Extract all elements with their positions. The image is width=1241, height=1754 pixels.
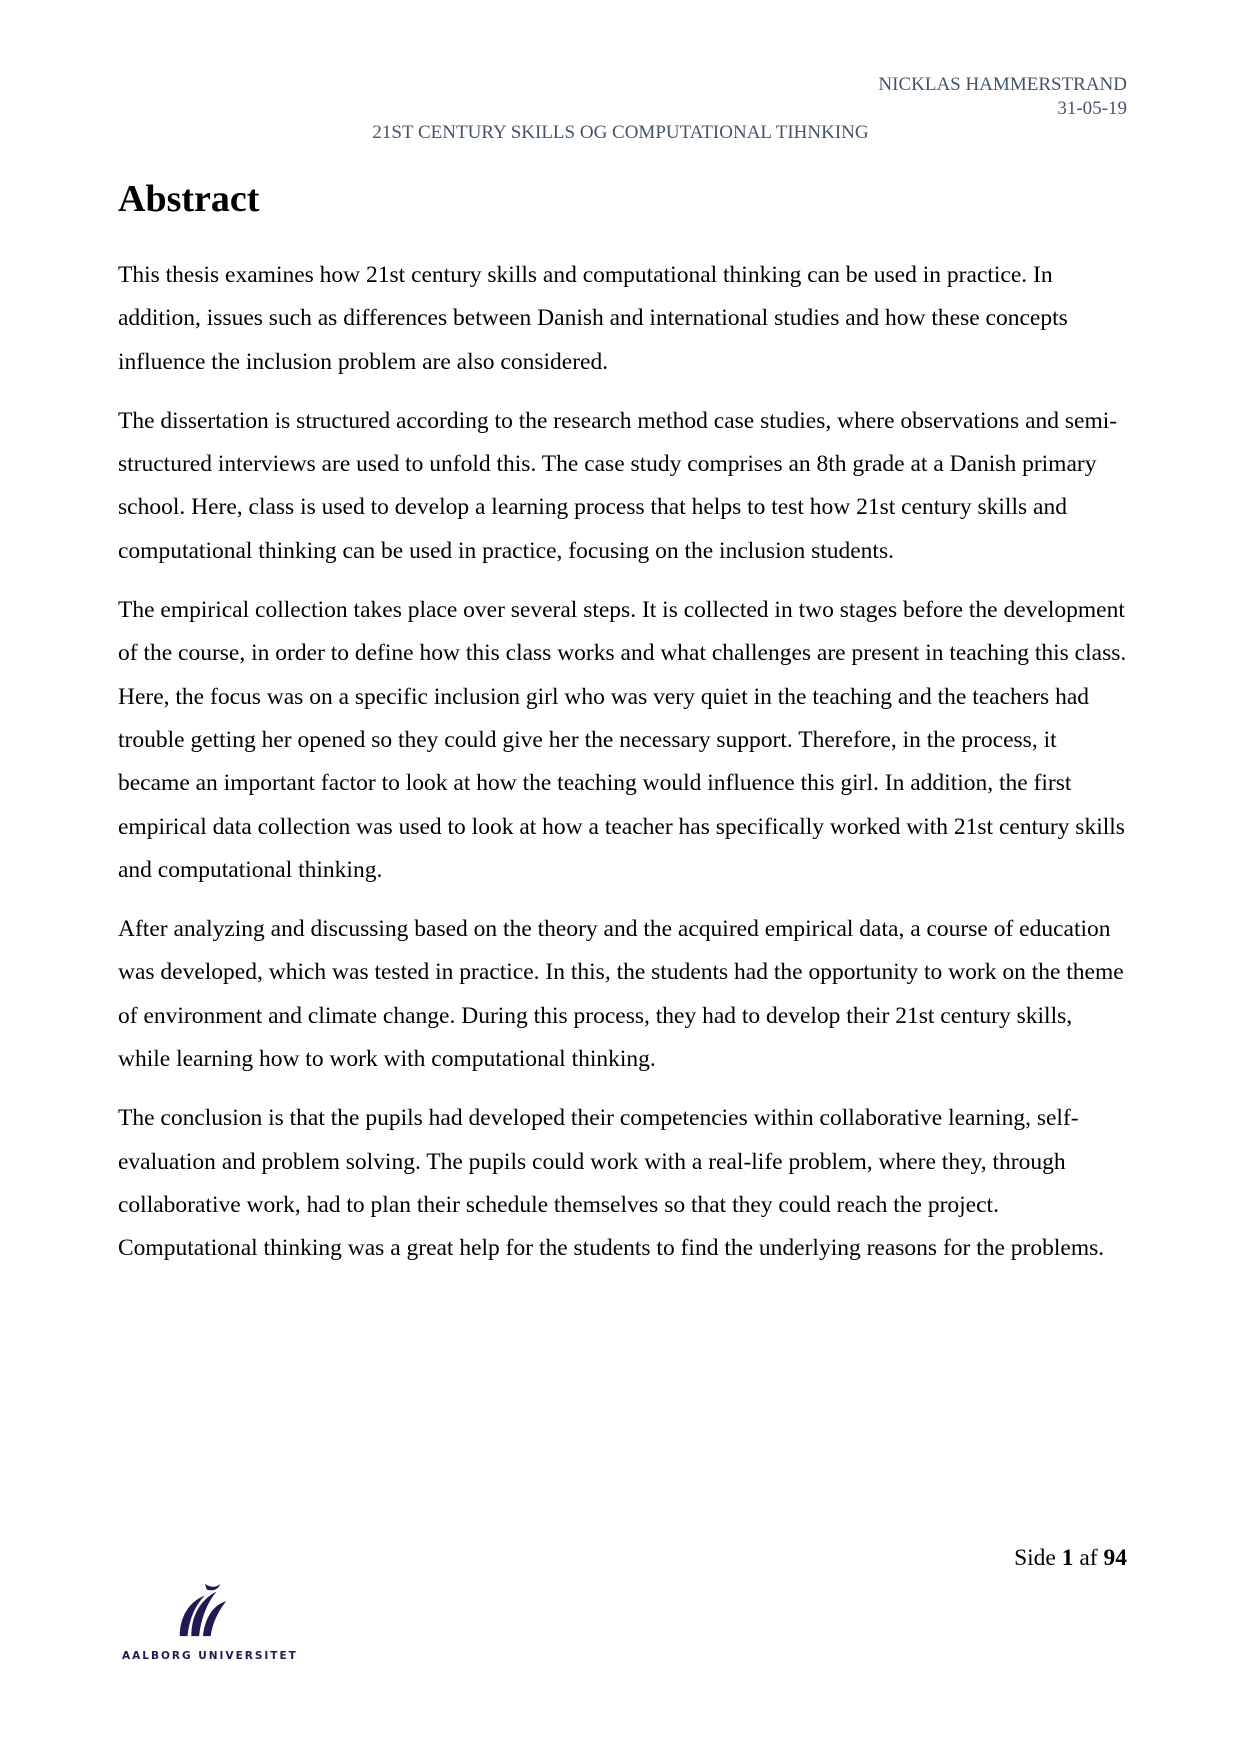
logo-text: AALBORG UNIVERSITET [122, 1650, 298, 1662]
header-title: 21ST CENTURY SKILLS OG COMPUTATIONAL TIHNKING [372, 122, 869, 143]
university-logo [120, 1580, 300, 1670]
paragraph-4: After analyzing and discussing based on the theory and the acquired empirical data, a course of education was developed, which was tested in practice. In this, the students had the opportunity to work on the theme of environment and climate change. During this process, they had to develop their 21st century skills, while learning how to work with computational thinking. [118, 916, 1124, 1073]
page-number-current: 1 [1061, 1545, 1074, 1571]
header-date: 31-05-19 [1057, 98, 1127, 119]
abstract-body [118, 254, 1128, 1287]
header-author: NICKLAS HAMMERSTRAND [878, 74, 1127, 95]
page-number [1014, 1544, 1127, 1572]
paragraph-5: The conclusion is that the pupils had developed their competencies within collaborative learning, self-evaluation and problem solving. The pupils could work with a real-life problem, where they, through collaborative work, had to plan their schedule themselves so that they could reach the project. Computational thinking was a great help for the students to find the underlying reasons for the problems. [118, 1105, 1105, 1262]
page-number-sep: af [1079, 1545, 1098, 1571]
page-number-prefix: Side [1014, 1545, 1056, 1571]
paragraph-1: This thesis examines how 21st century skills and computational thinking can be used in practice. In addition, issues such as differences between Danish and international studies and how these concepts influence the inclusion problem are also considered. [118, 262, 1068, 375]
aalborg-logo-icon [172, 1580, 230, 1638]
paragraph-3: The empirical collection takes place over several steps. It is collected in two stages before the development of the course, in order to define how this class works and what challenges are present in teaching this class. Here, the focus was on a specific inclusion girl who was very quiet in the teaching and the teachers had trouble getting her opened so they could give her the necessary support. Therefore, in the process, it became an important factor to look at how the teaching would influence this girl. In addition, the first empirical data collection was used to look at how a teacher has specifically worked with 21st century skills and computational thinking. [118, 597, 1127, 883]
page-title: Abstract [118, 178, 260, 220]
paragraph-2: The dissertation is structured according to the research method case studies, where observations and semi-structured interviews are used to unfold this. The case study comprises an 8th grade at a Danish primary school. Here, class is used to develop a learning process that helps to test how 21st century skills and computational thinking can be used in practice, focusing on the inclusion students. [118, 407, 1118, 564]
page-number-total: 94 [1103, 1545, 1127, 1571]
